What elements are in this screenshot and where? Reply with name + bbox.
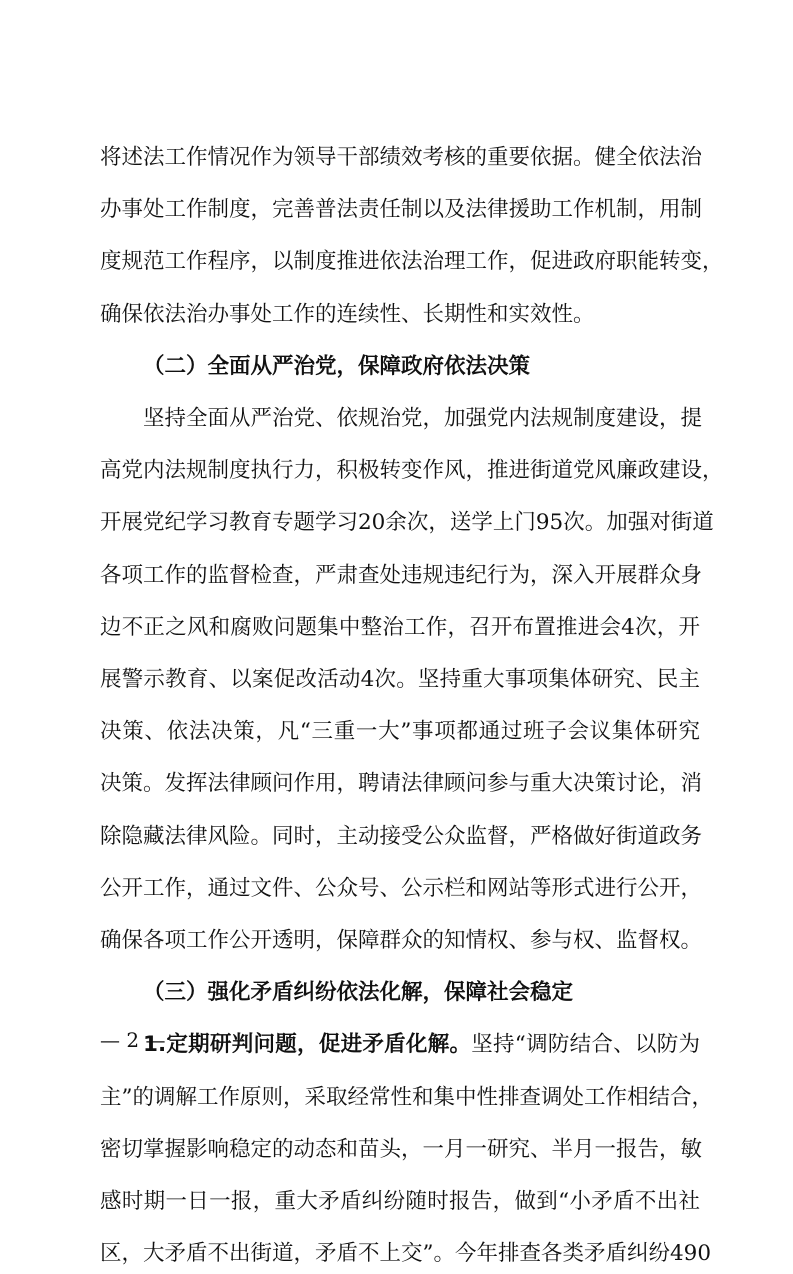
paragraph-2-line-11: 确保各项工作公开透明，保障群众的知情权、参与权、监督权。 [100,928,703,953]
paragraph-3-lead-bold: 1.定期研判问题，促进矛盾化解。 [143,1032,472,1058]
paragraph-3-line-3: 密切掌握影响稳定的动态和苗头，一月一研究、半月一报告，敏 [100,1136,703,1162]
paragraph-2-line-5: 边不正之风和腐败问题集中整治工作，召开布置推进会4次，开 [100,614,700,640]
paragraph-2-line-8: 决策。发挥法律顾问作用，聘请法律顾问参与重大决策讨论，消 [100,771,703,797]
paragraph-1-line-2: 办事处工作制度，完善普法责任制以及法律援助工作机制，用制 [100,197,703,223]
paragraph-3-line-1 [143,1025,700,1065]
section-heading-3: （三）强化矛盾纠纷依法化解，保障社会稳定 [143,980,574,1006]
paragraph-1-line-4: 确保依法治办事处工作的连续性、长期性和实效性。 [100,301,595,327]
paragraph-2-line-3: 开展党纪学习教育专题学习20余次，送学上门95次。加强对街道 [100,510,714,536]
page-number: — 2 — [100,1028,166,1052]
paragraph-2-line-7: 决策、依法决策，凡“三重一大”事项都通过班子会议集体研究 [100,719,700,745]
paragraph-2-line-9: 除隐藏法律风险。同时，主动接受公众监督，严格做好街道政务 [100,823,703,849]
paragraph-2-line-4: 各项工作的监督检查，严肃查处违规违纪行为，深入开展群众身 [100,562,703,588]
paragraph-2-line-1: 坚持全面从严治党、依规治党，加强党内法规制度建设，提 [143,406,703,431]
paragraph-2-line-10: 公开工作，通过文件、公众号、公示栏和网站等形式进行公开， [100,875,703,901]
paragraph-2-line-2: 高党内法规制度执行力，积极转变作风，推进街道党风廉政建设， [100,458,724,484]
paragraph-1-line-1: 将述法工作情况作为领导干部绩效考核的重要依据。健全依法治 [100,145,703,170]
paragraph-3-line-4: 感时期一日一报，重大矛盾纠纷随时报告，做到“小矛盾不出社 [100,1189,700,1214]
paragraph-2-line-6: 展警示教育、以案促改活动4次。坚持重大事项集体研究、民主 [100,667,700,692]
paragraph-3-line-5: 区，大矛盾不出街道，矛盾不上交”。今年排查各类矛盾纠纷490 [100,1241,712,1267]
paragraph-1-line-3: 度规范工作程序，以制度推进依法治理工作，促进政府职能转变， [100,249,724,275]
paragraph-3-line-2: 主”的调解工作原则，采取经常性和集中性排查调处工作相结合， [100,1084,713,1110]
paragraph-3-lead-rest: 坚持“调防结合、以防为 [471,1032,700,1058]
section-heading-2: （二）全面从严治党，保障政府依法决策 [143,353,531,379]
